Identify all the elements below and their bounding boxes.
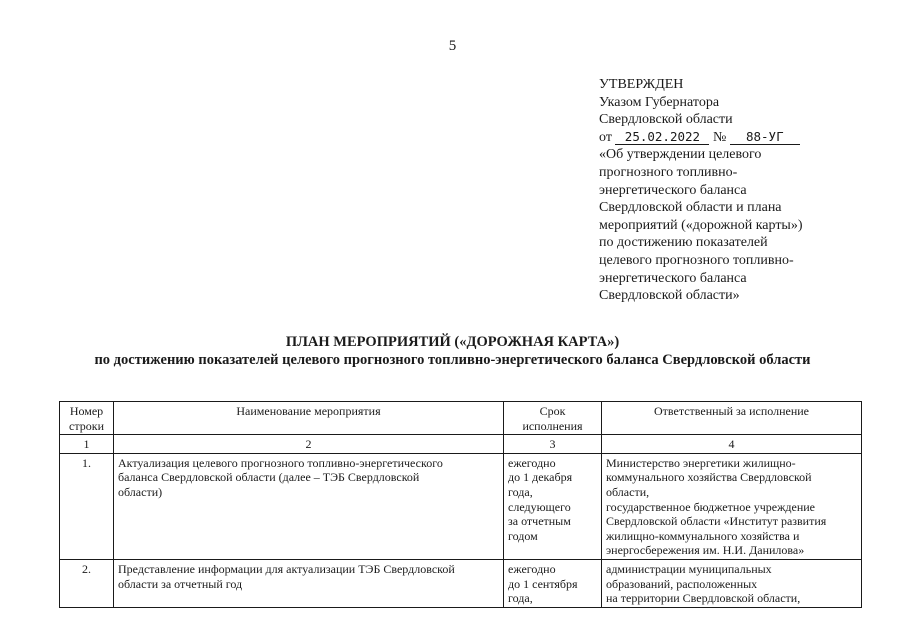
header-row-number <box>60 402 114 435</box>
cell-line: коммунального хозяйства Свердловской <box>606 470 812 485</box>
date-prefix: от <box>599 129 612 145</box>
cell-line: на территории Свердловской области, <box>606 591 801 606</box>
cell-line: до 1 декабря <box>508 470 573 485</box>
decree-subject-line: Свердловской области» <box>599 288 740 304</box>
table-row <box>60 559 862 607</box>
cell-line: области) <box>118 484 163 499</box>
decree-subject-line: Свердловской области и плана <box>599 200 782 216</box>
cell-line: Свердловской области «Институт развития <box>606 514 827 529</box>
column-number: 1 <box>60 435 114 454</box>
number-prefix: № <box>712 129 727 145</box>
cell-line: баланса Свердловской области (далее – ТЭБ Свердловской <box>118 470 420 485</box>
header-text: исполнения <box>522 418 583 433</box>
cell-line: до 1 сентября <box>508 576 578 591</box>
approval-by-line: Указом Губернатора <box>599 94 720 110</box>
cell-line: следующего <box>508 499 571 514</box>
plan-table <box>59 401 862 608</box>
cell-line: Министерство энергетики жилищно- <box>606 455 796 470</box>
activity-name <box>114 453 504 559</box>
header-text: Срок <box>539 404 566 418</box>
approval-heading: УТВЕРЖДЕН <box>599 77 684 92</box>
approval-stamp-block <box>599 76 889 305</box>
cell-line: государственное бюджетное учреждение <box>606 499 815 514</box>
cell-line: администрации муниципальных <box>606 561 772 576</box>
table-row <box>60 453 862 559</box>
cell-line: области, <box>606 484 650 499</box>
decree-subject-line: по достижению показателей <box>599 235 768 251</box>
decree-subject-line: целевого прогнозного топливно- <box>599 252 794 268</box>
header-text: Ответственный за исполнение <box>653 404 810 418</box>
decree-number: 88-УГ <box>730 129 800 145</box>
header-responsible <box>602 402 862 435</box>
row-number: 2. <box>60 559 114 607</box>
decree-subject-line: прогнозного топливно- <box>599 164 738 180</box>
header-text: строки <box>69 418 104 433</box>
approval-region-line: Свердловской области <box>599 112 733 128</box>
header-deadline <box>504 402 602 435</box>
column-number: 4 <box>602 435 862 454</box>
deadline <box>504 559 602 607</box>
decree-subject <box>599 146 889 304</box>
plan-title: ПЛАН МЕРОПРИЯТИЙ («ДОРОЖНАЯ КАРТА») <box>285 334 620 350</box>
column-number-row <box>60 435 862 454</box>
header-activity-name <box>114 402 504 435</box>
cell-line: годом <box>508 528 538 543</box>
cell-line: ежегодно <box>508 455 556 470</box>
activity-name <box>114 559 504 607</box>
header-text: Номер <box>69 404 104 418</box>
cell-line: ежегодно <box>508 561 556 576</box>
cell-line: области за отчетный год <box>118 576 243 591</box>
decree-subject-line: мероприятий («дорожной карты») <box>599 217 803 233</box>
cell-line: Актуализация целевого прогнозного топливно-энергетического <box>118 455 443 470</box>
responsible <box>602 559 862 607</box>
decree-subject-line: «Об утверждении целевого <box>599 147 762 163</box>
cell-line: года, <box>508 591 533 606</box>
decree-subject-line: энергетического баланса <box>599 270 747 286</box>
responsible <box>602 453 862 559</box>
cell-line: Представление информации для актуализации ТЭБ Свердловской <box>118 561 455 576</box>
row-number: 1. <box>60 453 114 559</box>
decree-date: 25.02.2022 <box>615 129 709 145</box>
table-header-row <box>60 402 862 435</box>
cell-line: энергосбережения им. Н.И. Данилова» <box>606 543 805 558</box>
header-text: Наименование мероприятия <box>236 404 381 418</box>
decree-date-number-line <box>599 129 889 147</box>
column-number: 3 <box>504 435 602 454</box>
column-number: 2 <box>114 435 504 454</box>
cell-line: за отчетным <box>508 514 571 529</box>
deadline <box>504 453 602 559</box>
decree-subject-line: энергетического баланса <box>599 182 747 198</box>
cell-line: образований, расположенных <box>606 576 758 591</box>
cell-line: года, <box>508 484 533 499</box>
plan-subtitle: по достижению показателей целевого прогнозного топливно-энергетического баланса Свердловской области <box>94 352 811 368</box>
cell-line: жилищно-коммунального хозяйства и <box>606 528 800 543</box>
page-number: 5 <box>448 38 457 54</box>
